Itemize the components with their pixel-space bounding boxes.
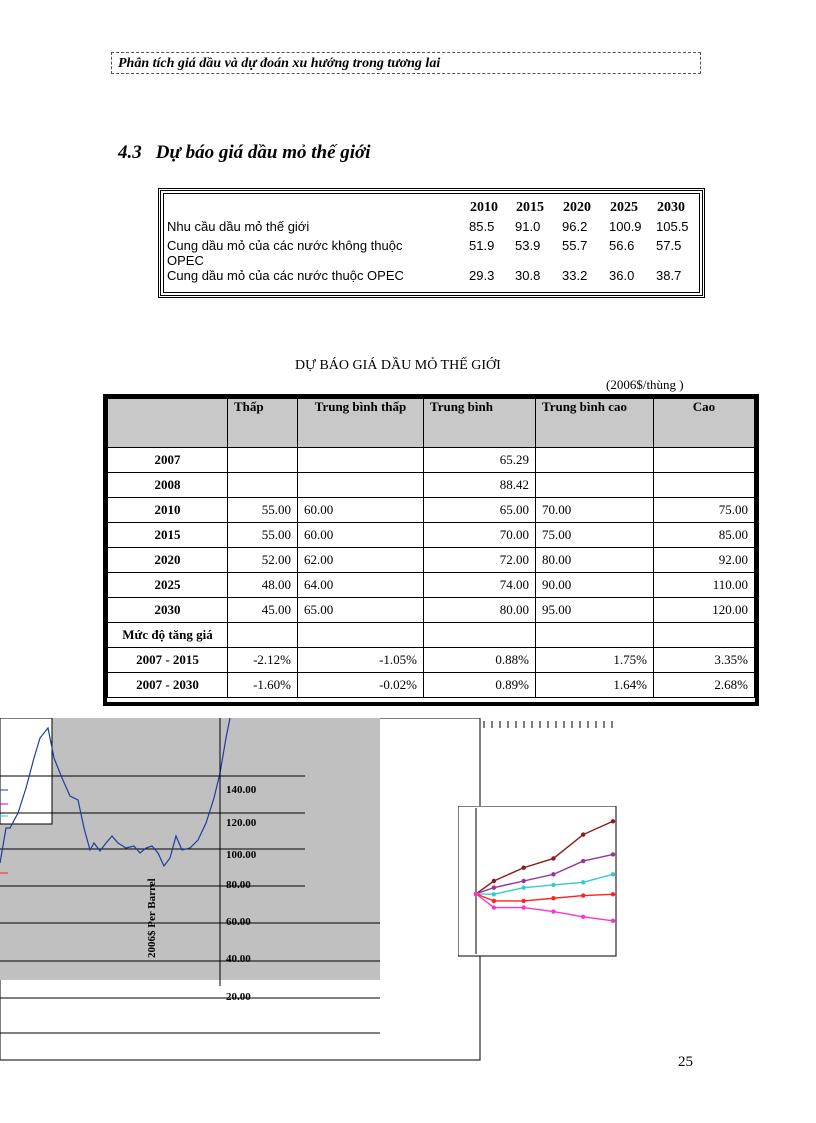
growth-label: Mức độ tăng giá [108,623,228,648]
forecast-value: 55.00 [228,498,298,523]
series-point [492,905,496,909]
demand-row [167,219,702,238]
y-tick-label: 40.00 [226,953,251,965]
y-tick-label: 60.00 [226,916,251,928]
forecast-value: 70.00 [536,498,654,523]
forecast-chart-frame [458,806,616,956]
section-heading [118,142,371,164]
section-number: 4.3 [118,142,142,163]
series-point [492,899,496,903]
forecast-value: 55.00 [228,523,298,548]
forecast-value: 65.29 [424,448,536,473]
forecast-value: 60.00 [298,523,424,548]
demand-table-box [158,188,705,298]
tick-strip-svg [458,721,618,729]
forecast-col-header: Thấp [228,399,298,448]
forecast-value: 70.00 [424,523,536,548]
forecast-row [108,448,755,473]
empty-cell [536,623,654,648]
forecast-value: 65.00 [298,598,424,623]
demand-value: 55.7 [562,238,588,253]
forecast-value [536,473,654,498]
forecast-value [298,448,424,473]
demand-value: 53.9 [515,238,541,253]
series-point [551,883,555,887]
legend-box [0,718,52,824]
forecast-value: 80.00 [424,598,536,623]
forecast-value: 62.00 [298,548,424,573]
growth-value: -1.05% [298,648,424,673]
growth-value: 3.35% [654,648,755,673]
demand-value: 38.7 [656,268,682,283]
growth-value: 1.64% [536,673,654,698]
chart-tick-strip [458,716,618,724]
series-point [581,893,585,897]
forecast-row [108,498,755,523]
page-number: 25 [678,1054,693,1070]
y-tick-label: 20.00 [226,991,251,1003]
forecast-value: 72.00 [424,548,536,573]
growth-value: -1.60% [228,673,298,698]
forecast-year: 2007 [108,448,228,473]
demand-row-label: Cung dầu mỏ của các nước không thuộc OPEC [167,238,403,268]
forecast-value: 120.00 [654,598,755,623]
forecast-row [108,548,755,573]
empty-cell [228,623,298,648]
growth-value: 0.89% [424,673,536,698]
series-point [521,905,525,909]
forecast-value [654,473,755,498]
forecast-year: 2015 [108,523,228,548]
demand-year-header: 2020 [563,200,591,215]
series-point [492,885,496,889]
growth-value: 1.75% [536,648,654,673]
historical-price-chart [0,718,482,1062]
demand-value: 33.2 [562,268,588,283]
series-point [521,899,525,903]
demand-value: 96.2 [562,219,588,234]
forecast-title: DỰ BÁO GIÁ DẦU MỎ THẾ GIỚI [295,358,501,373]
series-point [551,872,555,876]
forecast-year: 2030 [108,598,228,623]
series-point [611,872,615,876]
forecast-table [107,398,755,698]
y-tick-label: 140.00 [226,784,257,796]
demand-year-header: 2025 [610,200,638,215]
forecast-value [228,473,298,498]
y-tick-label: 120.00 [226,817,257,829]
demand-value: 36.0 [609,268,635,283]
growth-period: 2007 - 2030 [108,673,228,698]
series-point [611,852,615,856]
forecast-value: 60.00 [298,498,424,523]
demand-row [167,268,702,287]
forecast-value [298,473,424,498]
forecast-value [228,448,298,473]
forecast-chart [458,806,618,958]
growth-value: 2.68% [654,673,755,698]
series-point [551,896,555,900]
forecast-value: 110.00 [654,573,755,598]
y-tick-label: 80.00 [226,879,251,891]
forecast-year: 2008 [108,473,228,498]
series-point [492,892,496,896]
forecast-year: 2025 [108,573,228,598]
forecast-value: 65.00 [424,498,536,523]
growth-value: -2.12% [228,648,298,673]
forecast-col-header: Trung bình cao [536,399,654,448]
forecast-unit: (2006$/thùng ) [606,377,684,392]
demand-value: 105.5 [656,219,689,234]
forecast-table-box [103,394,759,706]
demand-value: 51.9 [469,238,495,253]
forecast-value: 95.00 [536,598,654,623]
growth-row [108,648,755,673]
series-point [581,915,585,919]
demand-value: 85.5 [469,219,495,234]
forecast-value: 75.00 [654,498,755,523]
series-point [492,879,496,883]
series-point [521,879,525,883]
section-title: Dự báo giá dầu mỏ thế giới [155,142,371,163]
growth-row [108,673,755,698]
series-point [551,856,555,860]
demand-row-label: Cung dầu mỏ của các nước thuộc OPEC [167,268,404,283]
demand-year-header: 2015 [516,200,544,215]
forecast-corner [108,399,228,448]
demand-row-label: Nhu cầu dầu mỏ thế giới [167,219,310,234]
series-point [611,919,615,923]
series-point [521,885,525,889]
forecast-value: 88.42 [424,473,536,498]
forecast-value [536,448,654,473]
demand-table [167,197,702,287]
growth-value: 0.88% [424,648,536,673]
growth-value: -0.02% [298,673,424,698]
demand-value: 100.9 [609,219,642,234]
forecast-row [108,473,755,498]
demand-row [167,238,702,268]
demand-value: 56.6 [609,238,635,253]
forecast-value: 74.00 [424,573,536,598]
forecast-value: 92.00 [654,548,755,573]
series-point [474,892,478,896]
forecast-value: 64.00 [298,573,424,598]
y-tick-label: 100.00 [226,849,257,861]
demand-value: 29.3 [469,268,495,283]
forecast-value: 48.00 [228,573,298,598]
forecast-value: 80.00 [536,548,654,573]
series-point [551,909,555,913]
empty-cell [298,623,424,648]
forecast-value: 90.00 [536,573,654,598]
series-point [581,859,585,863]
forecast-value [654,448,755,473]
series-point [581,880,585,884]
forecast-year: 2010 [108,498,228,523]
demand-value: 30.8 [515,268,541,283]
forecast-value: 75.00 [536,523,654,548]
forecast-row [108,523,755,548]
demand-value: 91.0 [515,219,541,234]
forecast-value: 52.00 [228,548,298,573]
series-point [611,892,615,896]
running-header: Phân tích giá dầu và dự đoán xu hướng trong tương lai [111,52,701,74]
forecast-value: 85.00 [654,523,755,548]
demand-year-header: 2010 [470,200,498,215]
demand-corner [167,197,469,219]
growth-label-row [108,623,755,648]
forecast-row [108,598,755,623]
series-point [521,866,525,870]
demand-year-header: 2030 [657,200,685,215]
forecast-col-header: Cao [654,399,755,448]
forecast-row [108,573,755,598]
y-axis-label: 2006$ Per Barrel [146,878,158,958]
empty-cell [654,623,755,648]
forecast-value: 45.00 [228,598,298,623]
series-point [581,832,585,836]
growth-period: 2007 - 2015 [108,648,228,673]
series-point [611,819,615,823]
forecast-col-header: Trung bình [424,399,536,448]
forecast-year: 2020 [108,548,228,573]
empty-cell [424,623,536,648]
forecast-col-header: Trung bình thấp [298,399,424,448]
demand-value: 57.5 [656,238,682,253]
